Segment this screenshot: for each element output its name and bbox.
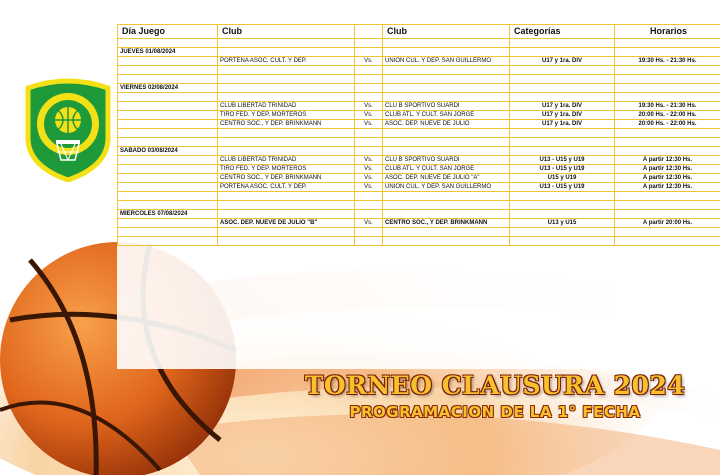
away-club: CLUB ATL. Y CULT. SAN JORGE: [383, 111, 510, 120]
empty-cell: [383, 93, 510, 102]
away-club: CLU B SPORTIVO SUARDI: [383, 156, 510, 165]
empty-cell: [510, 129, 615, 138]
empty-cell: [118, 174, 218, 183]
home-club: TIRO FED. Y DEP. MORTEROS: [218, 111, 355, 120]
empty-cell: [355, 147, 383, 156]
empty-cell: [118, 192, 218, 201]
empty-cell: [118, 201, 218, 210]
empty-cell: [118, 228, 218, 237]
day-label: VIERNES 02/08/2024: [118, 84, 218, 93]
empty-cell: [118, 219, 218, 228]
empty-cell: [383, 39, 510, 48]
blank-row: [118, 201, 720, 210]
category: U13 - U15 y U19: [510, 156, 615, 165]
empty-cell: [510, 48, 615, 57]
empty-cell: [383, 129, 510, 138]
empty-cell: [218, 129, 355, 138]
home-club: CENTRO SOC., Y DEP. BRINKMANN: [218, 174, 355, 183]
home-club: TIRO FED. Y DEP. MORTEROS: [218, 165, 355, 174]
home-club: CLUB LIBERTAD TRINIDAD: [218, 102, 355, 111]
away-club: CLUB ATL. Y CULT. SAN JORGE: [383, 165, 510, 174]
empty-cell: [355, 129, 383, 138]
empty-cell: [118, 237, 218, 246]
empty-cell: [615, 75, 720, 84]
day-row: [118, 147, 720, 156]
empty-cell: [615, 138, 720, 147]
empty-cell: [218, 48, 355, 57]
empty-cell: [615, 84, 720, 93]
home-club: PORTEÑA ASOC. CULT. Y DEP.: [218, 57, 355, 66]
match-row: [118, 102, 720, 111]
empty-cell: [355, 75, 383, 84]
empty-cell: [355, 39, 383, 48]
empty-cell: [615, 201, 720, 210]
schedule-body: [118, 39, 720, 246]
schedule-time: A partir 12:30 Hs.: [615, 165, 720, 174]
empty-cell: [218, 228, 355, 237]
header-category: Categorías: [510, 25, 615, 39]
schedule-table: [117, 24, 720, 246]
category: U13 y U15: [510, 219, 615, 228]
match-row: [118, 111, 720, 120]
empty-cell: [355, 237, 383, 246]
empty-cell: [615, 210, 720, 219]
empty-cell: [615, 129, 720, 138]
blank-row: [118, 228, 720, 237]
schedule-time: 19:30 Hs. - 21:30 Hs.: [615, 102, 720, 111]
empty-cell: [615, 237, 720, 246]
empty-cell: [510, 75, 615, 84]
header-time: Horarios: [615, 25, 720, 39]
empty-cell: [510, 210, 615, 219]
header-club-home: Club: [218, 25, 355, 39]
association-logo: [20, 78, 116, 182]
empty-cell: [218, 210, 355, 219]
schedule-time: 20:00 Hs. - 22:00 Hs.: [615, 111, 720, 120]
home-club: PORTEÑA ASOC. CULT. Y DEP.: [218, 183, 355, 192]
empty-cell: [118, 156, 218, 165]
empty-cell: [383, 210, 510, 219]
empty-cell: [383, 75, 510, 84]
empty-cell: [118, 120, 218, 129]
empty-cell: [615, 93, 720, 102]
category: U13 - U15 y U19: [510, 165, 615, 174]
empty-cell: [383, 201, 510, 210]
empty-cell: [615, 228, 720, 237]
empty-cell: [355, 201, 383, 210]
empty-cell: [218, 192, 355, 201]
round-subtitle: PROGRAMACION DE LA 1° FECHA: [349, 403, 641, 421]
vs-label: Vs.: [355, 120, 383, 129]
empty-cell: [510, 138, 615, 147]
empty-cell: [118, 129, 218, 138]
away-club: CLU B SPORTIVO SUARDI: [383, 102, 510, 111]
empty-cell: [118, 66, 218, 75]
match-row: [118, 219, 720, 228]
empty-cell: [355, 66, 383, 75]
empty-cell: [355, 138, 383, 147]
empty-cell: [383, 48, 510, 57]
empty-cell: [218, 147, 355, 156]
header-vs: [355, 25, 383, 39]
empty-cell: [615, 66, 720, 75]
empty-cell: [383, 147, 510, 156]
schedule-sheet: [117, 24, 720, 369]
day-row: [118, 210, 720, 219]
schedule-time: 19:30 Hs. - 21:30 Hs.: [615, 57, 720, 66]
empty-cell: [218, 75, 355, 84]
empty-cell: [118, 138, 218, 147]
schedule-time: A partir 20:00 Hs.: [615, 219, 720, 228]
empty-cell: [118, 165, 218, 174]
empty-cell: [355, 93, 383, 102]
empty-cell: [355, 210, 383, 219]
home-club: CLUB LIBERTAD TRINIDAD: [218, 156, 355, 165]
empty-cell: [118, 111, 218, 120]
empty-cell: [218, 84, 355, 93]
empty-cell: [615, 39, 720, 48]
blank-row: [118, 66, 720, 75]
category: U17 y 1ra. DIV: [510, 102, 615, 111]
category: U13 - U15 y U19: [510, 183, 615, 192]
category: U17 y 1ra. DIV: [510, 111, 615, 120]
empty-cell: [510, 66, 615, 75]
blank-row: [118, 129, 720, 138]
blank-row: [118, 39, 720, 48]
blank-row: [118, 237, 720, 246]
empty-cell: [355, 228, 383, 237]
empty-cell: [615, 192, 720, 201]
empty-cell: [510, 192, 615, 201]
vs-label: Vs.: [355, 174, 383, 183]
empty-cell: [510, 237, 615, 246]
empty-cell: [383, 237, 510, 246]
tournament-title: TORNEO CLAUSURA 2024: [304, 371, 686, 400]
empty-cell: [383, 228, 510, 237]
schedule-time: A partir 12:30 Hs.: [615, 183, 720, 192]
blank-row: [118, 192, 720, 201]
blank-row: [118, 138, 720, 147]
vs-label: Vs.: [355, 183, 383, 192]
empty-cell: [118, 183, 218, 192]
empty-cell: [355, 84, 383, 93]
empty-cell: [510, 228, 615, 237]
schedule-time: 20:00 Hs. - 22:00 Hs.: [615, 120, 720, 129]
empty-cell: [510, 84, 615, 93]
empty-cell: [218, 66, 355, 75]
category: U17 y 1ra. DIV: [510, 120, 615, 129]
empty-cell: [218, 201, 355, 210]
home-club: CENTRO SOC., Y DEP. BRINKMANN: [218, 120, 355, 129]
home-club: ASOC. DEP. NUEVE DE JULIO "B": [218, 219, 355, 228]
empty-cell: [118, 57, 218, 66]
match-row: [118, 183, 720, 192]
away-club: ASOC. DEP. NUEVE DE JULIO: [383, 120, 510, 129]
header-day: Día Juego: [118, 25, 218, 39]
empty-cell: [510, 147, 615, 156]
blank-row: [118, 93, 720, 102]
match-row: [118, 57, 720, 66]
header-row: [118, 25, 720, 39]
vs-label: Vs.: [355, 102, 383, 111]
empty-cell: [510, 39, 615, 48]
day-label: SABADO 03/08/2024: [118, 147, 218, 156]
empty-cell: [118, 93, 218, 102]
schedule-time: A partir 12:30 Hs.: [615, 156, 720, 165]
vs-label: Vs.: [355, 219, 383, 228]
empty-cell: [118, 39, 218, 48]
header-club-away: Club: [383, 25, 510, 39]
empty-cell: [383, 192, 510, 201]
vs-label: Vs.: [355, 57, 383, 66]
empty-cell: [355, 48, 383, 57]
empty-cell: [510, 201, 615, 210]
match-row: [118, 156, 720, 165]
empty-cell: [355, 192, 383, 201]
schedule-time: A partir 12:30 Hs.: [615, 174, 720, 183]
empty-cell: [118, 102, 218, 111]
empty-cell: [615, 48, 720, 57]
empty-cell: [118, 75, 218, 84]
vs-label: Vs.: [355, 111, 383, 120]
away-club: CENTRO SOC., Y DEP. BRINKMANN: [383, 219, 510, 228]
empty-cell: [218, 39, 355, 48]
day-row: [118, 84, 720, 93]
vs-label: Vs.: [355, 156, 383, 165]
away-club: UNION CUL. Y DEP. SAN GUILLERMO: [383, 183, 510, 192]
category: U15 y U19: [510, 174, 615, 183]
away-club: ASOC. DEP. NUEVE DE JULIO "A": [383, 174, 510, 183]
vs-label: Vs.: [355, 165, 383, 174]
match-row: [118, 165, 720, 174]
empty-cell: [218, 138, 355, 147]
empty-cell: [383, 84, 510, 93]
away-club: UNION CUL. Y DEP. SAN GUILLERMO: [383, 57, 510, 66]
day-label: MIERCOLES 07/08/2024: [118, 210, 218, 219]
empty-cell: [383, 138, 510, 147]
blank-row: [118, 75, 720, 84]
day-row: [118, 48, 720, 57]
empty-cell: [218, 93, 355, 102]
empty-cell: [510, 93, 615, 102]
match-row: [118, 120, 720, 129]
empty-cell: [615, 147, 720, 156]
match-row: [118, 174, 720, 183]
empty-cell: [383, 66, 510, 75]
empty-cell: [218, 237, 355, 246]
day-label: JUEVES 01/08/2024: [118, 48, 218, 57]
category: U17 y 1ra. DIV: [510, 57, 615, 66]
